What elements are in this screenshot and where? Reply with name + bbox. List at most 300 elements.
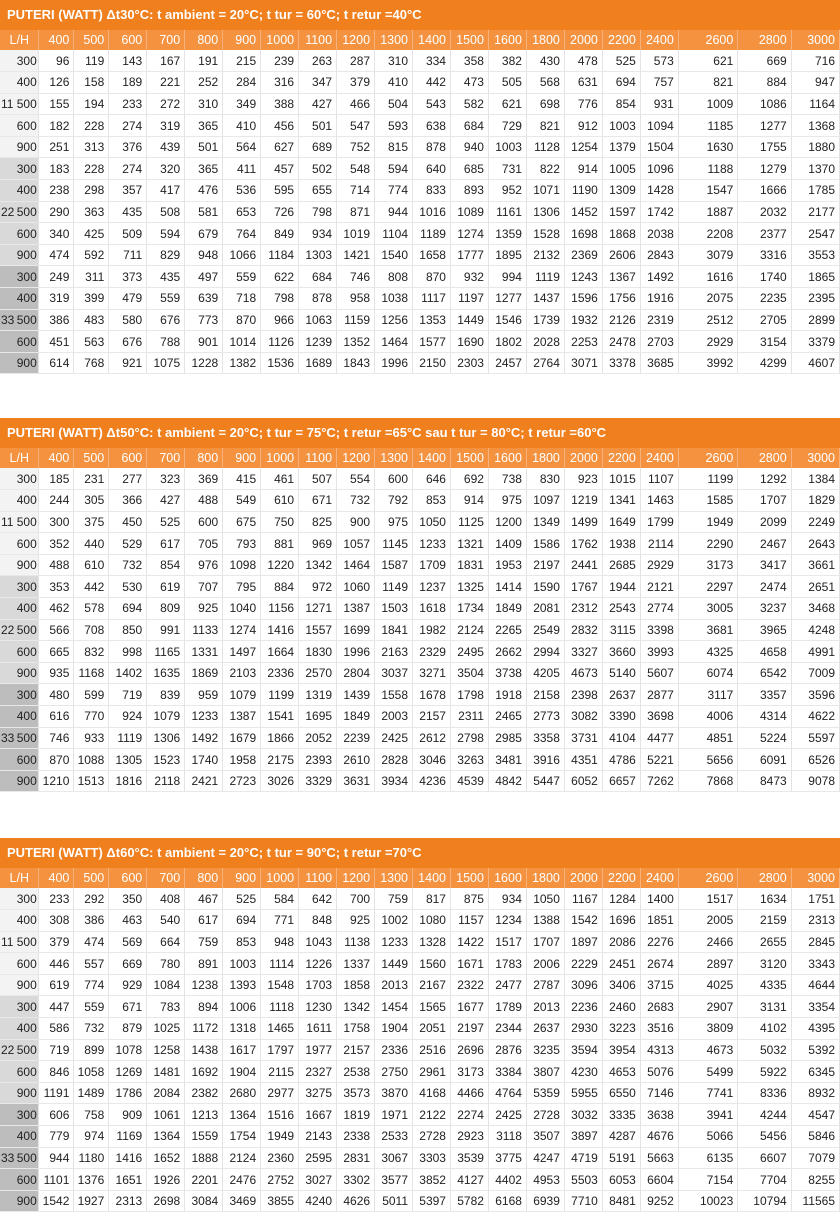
length-column-header: 1500 <box>450 30 488 50</box>
power-value-cell: 411 <box>223 158 261 180</box>
power-value-cell: 689 <box>299 136 337 158</box>
height-label: 400 <box>16 913 37 928</box>
power-value-cell: 685 <box>450 158 488 180</box>
power-value-cell: 1666 <box>738 180 791 202</box>
height-cell <box>0 180 39 202</box>
power-value-cell: 669 <box>738 50 791 72</box>
table-row <box>0 727 840 749</box>
power-value-cell: 5499 <box>678 1061 738 1083</box>
header-row <box>0 30 840 50</box>
power-value-cell: 182 <box>39 115 74 137</box>
power-value-cell: 1927 <box>74 1190 109 1212</box>
power-value-cell: 1888 <box>185 1147 223 1169</box>
power-value-cell: 599 <box>74 684 109 706</box>
height-label: 400 <box>16 75 37 90</box>
power-value-cell: 1133 <box>185 619 223 641</box>
power-value-cell: 1387 <box>223 706 261 728</box>
power-value-cell: 4539 <box>450 770 488 792</box>
power-value-cell: 5607 <box>640 662 678 684</box>
height-label: 600 <box>16 536 37 551</box>
power-value-cell: 386 <box>74 910 109 932</box>
power-value-cell: 4335 <box>738 974 791 996</box>
power-value-cell: 3507 <box>526 1126 564 1148</box>
power-value-cell: 1938 <box>602 533 640 555</box>
length-column-header: 2800 <box>738 868 791 888</box>
power-value-cell: 310 <box>375 50 413 72</box>
table-row <box>0 554 840 576</box>
power-value-cell: 373 <box>109 266 147 288</box>
power-value-cell: 1025 <box>147 1018 185 1040</box>
power-value-cell: 1756 <box>602 288 640 310</box>
power-value-cell: 1145 <box>375 533 413 555</box>
power-value-cell: 4673 <box>564 662 602 684</box>
power-value-cell: 1797 <box>261 1039 299 1061</box>
power-value-cell: 1996 <box>375 352 413 374</box>
height-cell <box>0 201 39 223</box>
power-value-cell: 447 <box>39 996 74 1018</box>
power-value-cell: 759 <box>375 888 413 910</box>
power-value-cell: 694 <box>109 598 147 620</box>
power-value-cell: 8473 <box>738 770 791 792</box>
power-value-cell: 5922 <box>738 1061 791 1083</box>
power-value-cell: 7710 <box>564 1190 602 1212</box>
power-value-cell: 5663 <box>640 1147 678 1169</box>
power-value-cell: 1437 <box>526 288 564 310</box>
power-value-cell: 4653 <box>602 1061 640 1083</box>
power-value-cell: 340 <box>39 223 74 245</box>
power-value-cell: 3120 <box>738 953 791 975</box>
length-column-header: 1400 <box>413 448 451 468</box>
height-cell <box>0 931 39 953</box>
power-value-cell: 684 <box>450 115 488 137</box>
power-value-cell: 1071 <box>526 180 564 202</box>
table-row <box>0 468 840 490</box>
power-value-cell: 1452 <box>564 201 602 223</box>
power-value-cell: 1678 <box>413 684 451 706</box>
power-value-cell: 4244 <box>738 1104 791 1126</box>
power-value-cell: 944 <box>375 201 413 223</box>
power-value-cell: 2466 <box>678 931 738 953</box>
power-value-cell: 7146 <box>640 1082 678 1104</box>
height-cell <box>0 1147 39 1169</box>
power-value-cell: 4248 <box>791 619 839 641</box>
power-value-cell: 616 <box>39 706 74 728</box>
power-value-cell: 779 <box>39 1126 74 1148</box>
power-value-cell: 1699 <box>337 619 375 641</box>
power-value-cell: 3131 <box>738 996 791 1018</box>
power-value-cell: 363 <box>74 201 109 223</box>
power-value-cell: 3553 <box>791 244 839 266</box>
power-value-cell: 653 <box>223 201 261 223</box>
power-value-cell: 2319 <box>640 309 678 331</box>
height-label: 300 <box>16 471 37 486</box>
power-value-cell: 2167 <box>413 974 451 996</box>
power-value-cell: 4325 <box>678 641 738 663</box>
power-value-cell: 1635 <box>147 662 185 684</box>
power-value-cell: 408 <box>147 888 185 910</box>
power-value-cell: 349 <box>223 93 261 115</box>
power-value-cell: 1696 <box>602 910 640 932</box>
power-value-cell: 1546 <box>488 309 526 331</box>
power-value-cell: 1481 <box>147 1061 185 1083</box>
power-value-cell: 1849 <box>337 706 375 728</box>
power-value-cell: 274 <box>109 115 147 137</box>
power-value-cell: 758 <box>74 1104 109 1126</box>
power-value-cell: 3481 <box>488 749 526 771</box>
power-value-cell: 929 <box>109 974 147 996</box>
height-cell <box>0 554 39 576</box>
power-value-cell: 1384 <box>791 468 839 490</box>
power-value-cell: 1066 <box>223 244 261 266</box>
power-value-cell: 463 <box>109 910 147 932</box>
power-value-cell: 1188 <box>678 158 738 180</box>
power-value-cell: 2750 <box>375 1061 413 1083</box>
length-column-header: 1100 <box>299 30 337 50</box>
power-value-cell: 1783 <box>488 953 526 975</box>
height-cell <box>0 598 39 620</box>
table-row <box>0 223 840 245</box>
power-value-cell: 1492 <box>185 727 223 749</box>
power-value-cell: 3117 <box>678 684 738 706</box>
power-value-cell: 969 <box>299 533 337 555</box>
power-value-cell: 684 <box>299 266 337 288</box>
power-value-cell: 1707 <box>526 931 564 953</box>
power-value-cell: 4786 <box>602 749 640 771</box>
power-value-cell: 3855 <box>261 1190 299 1212</box>
power-value-cell: 7009 <box>791 662 839 684</box>
power-value-cell: 1089 <box>450 201 488 223</box>
power-value-cell: 718 <box>223 288 261 310</box>
radiator-type-label: 22 <box>1 204 15 219</box>
power-value-cell: 4644 <box>791 974 839 996</box>
power-value-cell: 509 <box>109 223 147 245</box>
power-value-cell: 3316 <box>738 244 791 266</box>
power-value-cell: 1904 <box>223 1061 261 1083</box>
power-value-cell: 2313 <box>109 1190 147 1212</box>
power-value-cell: 305 <box>74 490 109 512</box>
power-value-cell: 2013 <box>375 974 413 996</box>
height-cell <box>0 996 39 1018</box>
power-value-cell: 2478 <box>602 331 640 353</box>
power-value-cell: 6053 <box>602 1169 640 1191</box>
power-value-cell: 2336 <box>261 662 299 684</box>
power-value-cell: 310 <box>185 93 223 115</box>
power-value-cell: 793 <box>223 533 261 555</box>
power-value-cell: 1497 <box>223 641 261 663</box>
table-row <box>0 244 840 266</box>
power-value-cell: 582 <box>450 93 488 115</box>
power-value-cell: 1798 <box>450 684 488 706</box>
power-value-cell: 8481 <box>602 1190 640 1212</box>
power-value-cell: 2103 <box>223 662 261 684</box>
power-value-cell: 1649 <box>602 511 640 533</box>
power-value-cell: 334 <box>413 50 451 72</box>
power-value-cell: 780 <box>147 953 185 975</box>
power-value-cell: 1587 <box>375 554 413 576</box>
power-value-cell: 3358 <box>526 727 564 749</box>
power-value-cell: 3775 <box>488 1147 526 1169</box>
power-value-cell: 900 <box>337 511 375 533</box>
power-value-cell: 1086 <box>738 93 791 115</box>
power-value-cell: 2303 <box>450 352 488 374</box>
power-value-cell: 1690 <box>450 331 488 353</box>
power-value-cell: 1586 <box>526 533 564 555</box>
length-column-header: 1300 <box>375 868 413 888</box>
power-value-cell: 610 <box>74 554 109 576</box>
power-value-cell: 694 <box>602 72 640 94</box>
table-row <box>0 931 840 953</box>
power-value-cell: 711 <box>109 244 147 266</box>
power-value-cell: 671 <box>299 490 337 512</box>
power-value-cell: 664 <box>147 931 185 953</box>
power-value-cell: 1019 <box>337 223 375 245</box>
power-value-cell: 3263 <box>450 749 488 771</box>
power-value-cell: 732 <box>109 554 147 576</box>
power-value-cell: 2683 <box>640 996 678 1018</box>
power-value-cell: 2843 <box>640 244 678 266</box>
power-value-cell: 191 <box>185 50 223 72</box>
table-title: PUTERI (WATT) Δt60°C: t ambient = 20°C; t tur = 90°C; t retur =70°C <box>0 838 840 868</box>
table-row <box>0 331 840 353</box>
power-value-cell: 878 <box>299 288 337 310</box>
power-value-cell: 3384 <box>488 1061 526 1083</box>
radiator-type-label: 33 <box>1 312 15 327</box>
power-value-cell: 320 <box>147 158 185 180</box>
power-value-cell: 3302 <box>337 1169 375 1191</box>
power-value-cell: 2977 <box>261 1082 299 1104</box>
power-value-cell: 2177 <box>791 201 839 223</box>
power-value-cell: 2570 <box>299 662 337 684</box>
power-value-cell: 1689 <box>299 352 337 374</box>
height-cell <box>0 1190 39 1212</box>
power-value-cell: 2006 <box>526 953 564 975</box>
power-value-cell: 1277 <box>488 288 526 310</box>
power-value-cell: 593 <box>375 115 413 137</box>
power-value-cell: 5447 <box>526 770 564 792</box>
power-value-cell: 783 <box>147 996 185 1018</box>
power-value-cell: 1547 <box>678 180 738 202</box>
power-value-cell: 1199 <box>261 684 299 706</box>
power-value-cell: 1078 <box>109 1039 147 1061</box>
power-value-cell: 442 <box>74 576 109 598</box>
length-column-header: 1300 <box>375 30 413 50</box>
power-value-cell: 1233 <box>375 931 413 953</box>
power-value-cell: 4395 <box>791 1018 839 1040</box>
power-value-cell: 4168 <box>413 1082 451 1104</box>
power-value-cell: 427 <box>299 93 337 115</box>
power-value-cell: 3115 <box>602 619 640 641</box>
power-value-cell: 507 <box>299 468 337 490</box>
power-value-cell: 832 <box>74 641 109 663</box>
power-value-cell: 1465 <box>261 1018 299 1040</box>
power-value-cell: 2787 <box>526 974 564 996</box>
length-column-header: 1000 <box>261 30 299 50</box>
length-column-header: 2200 <box>602 30 640 50</box>
height-cell <box>0 490 39 512</box>
power-value-cell: 2377 <box>738 223 791 245</box>
length-column-header: 1200 <box>337 448 375 468</box>
height-label: 600 <box>16 1172 37 1187</box>
power-value-cell: 849 <box>261 223 299 245</box>
length-column-header: 2800 <box>738 448 791 468</box>
power-value-cell: 1104 <box>375 223 413 245</box>
power-value-cell: 2051 <box>413 1018 451 1040</box>
power-value-cell: 3406 <box>602 974 640 996</box>
length-column-header: 3000 <box>791 868 839 888</box>
power-value-cell: 854 <box>147 554 185 576</box>
power-value-cell: 263 <box>299 50 337 72</box>
power-value-cell: 1165 <box>147 641 185 663</box>
power-value-cell: 559 <box>74 996 109 1018</box>
height-cell <box>0 352 39 374</box>
power-value-cell: 6345 <box>791 1061 839 1083</box>
power-value-cell: 3027 <box>299 1169 337 1191</box>
power-value-cell: 4102 <box>738 1018 791 1040</box>
power-value-cell: 972 <box>299 576 337 598</box>
power-value-cell: 10794 <box>738 1190 791 1212</box>
length-column-header: 1600 <box>488 868 526 888</box>
power-value-cell: 3661 <box>791 554 839 576</box>
power-value-cell: 757 <box>640 72 678 94</box>
power-value-cell: 2229 <box>564 953 602 975</box>
height-label: 300 <box>16 1107 37 1122</box>
power-value-cell: 238 <box>39 180 74 202</box>
power-value-cell: 592 <box>74 244 109 266</box>
power-value-cell: 1388 <box>526 910 564 932</box>
power-value-cell: 2929 <box>678 331 738 353</box>
height-label: 400 <box>16 183 37 198</box>
power-value-cell: 914 <box>450 490 488 512</box>
power-value-cell: 1454 <box>375 996 413 1018</box>
height-cell <box>0 1104 39 1126</box>
power-value-cell: 215 <box>223 50 261 72</box>
power-value-cell: 559 <box>223 266 261 288</box>
power-value-cell: 3173 <box>450 1061 488 1083</box>
power-value-cell: 975 <box>488 490 526 512</box>
power-value-cell: 244 <box>39 490 74 512</box>
power-value-cell: 1944 <box>602 576 640 598</box>
power-value-cell: 6168 <box>488 1190 526 1212</box>
power-value-cell: 1191 <box>39 1082 74 1104</box>
power-value-cell: 529 <box>109 533 147 555</box>
power-value-cell: 1238 <box>185 974 223 996</box>
power-value-cell: 2441 <box>564 554 602 576</box>
power-value-cell: 1438 <box>185 1039 223 1061</box>
power-value-cell: 1303 <box>299 244 337 266</box>
table-row <box>0 910 840 932</box>
power-value-cell: 3965 <box>738 619 791 641</box>
table-row <box>0 1061 840 1083</box>
power-value-cell: 547 <box>337 115 375 137</box>
power-value-cell: 3173 <box>678 554 738 576</box>
power-value-cell: 2329 <box>413 641 451 663</box>
power-value-cell: 1080 <box>413 910 451 932</box>
power-value-cell: 2764 <box>526 352 564 374</box>
table-row <box>0 770 840 792</box>
power-value-cell: 7262 <box>640 770 678 792</box>
length-column-header: 2000 <box>564 448 602 468</box>
power-value-cell: 829 <box>147 244 185 266</box>
power-value-cell: 5846 <box>791 1126 839 1148</box>
height-cell <box>0 974 39 996</box>
power-value-cell: 642 <box>299 888 337 910</box>
power-value-cell: 3032 <box>564 1104 602 1126</box>
power-value-cell: 2115 <box>261 1061 299 1083</box>
power-value-cell: 311 <box>74 266 109 288</box>
power-value-cell: 4314 <box>738 706 791 728</box>
power-table <box>0 30 840 374</box>
power-value-cell: 2236 <box>564 996 602 1018</box>
height-cell <box>0 1018 39 1040</box>
power-value-cell: 622 <box>261 266 299 288</box>
power-value-cell: 525 <box>602 50 640 72</box>
height-label: 500 <box>16 730 37 745</box>
power-value-cell: 379 <box>39 931 74 953</box>
power-value-cell: 4104 <box>602 727 640 749</box>
power-value-cell: 480 <box>39 684 74 706</box>
power-value-cell: 921 <box>109 352 147 374</box>
height-label: 900 <box>16 978 37 993</box>
height-label: 400 <box>16 709 37 724</box>
length-column-header: 2200 <box>602 448 640 468</box>
table-row <box>0 974 840 996</box>
height-label: 500 <box>16 204 37 219</box>
power-value-cell: 3941 <box>678 1104 738 1126</box>
power-value-cell: 5224 <box>738 727 791 749</box>
power-value-cell: 932 <box>450 266 488 288</box>
power-value-cell: 1107 <box>640 468 678 490</box>
power-value-cell: 1703 <box>299 974 337 996</box>
power-value-cell: 676 <box>109 331 147 353</box>
power-value-cell: 439 <box>147 136 185 158</box>
power-value-cell: 3596 <box>791 684 839 706</box>
power-value-cell: 1185 <box>678 115 738 137</box>
height-label: 500 <box>16 514 37 529</box>
power-value-cell: 313 <box>74 136 109 158</box>
power-value-cell: 1393 <box>223 974 261 996</box>
power-value-cell: 1003 <box>602 115 640 137</box>
power-value-cell: 738 <box>488 468 526 490</box>
power-value-cell: 700 <box>337 888 375 910</box>
power-value-cell: 1138 <box>337 931 375 953</box>
power-value-cell: 3327 <box>564 641 602 663</box>
length-column-header: 800 <box>185 30 223 50</box>
power-value-cell: 1213 <box>185 1104 223 1126</box>
power-value-cell: 1611 <box>299 1018 337 1040</box>
power-value-cell: 425 <box>74 223 109 245</box>
power-value-cell: 1548 <box>261 974 299 996</box>
length-column-header: 1000 <box>261 448 299 468</box>
power-value-cell: 8336 <box>738 1082 791 1104</box>
height-cell <box>0 1126 39 1148</box>
length-column-header: 600 <box>109 868 147 888</box>
power-value-cell: 3807 <box>526 1061 564 1083</box>
power-value-cell: 252 <box>185 72 223 94</box>
height-cell <box>0 770 39 792</box>
table-row <box>0 684 840 706</box>
power-value-cell: 189 <box>109 72 147 94</box>
power-value-cell: 2612 <box>413 727 451 749</box>
power-value-cell: 2360 <box>261 1147 299 1169</box>
power-table-dt60 <box>0 838 840 1212</box>
table-row <box>0 533 840 555</box>
power-value-cell: 6074 <box>678 662 738 684</box>
power-value-cell: 316 <box>261 72 299 94</box>
power-value-cell: 1513 <box>74 770 109 792</box>
power-value-cell: 586 <box>39 1018 74 1040</box>
height-label: 300 <box>16 687 37 702</box>
power-value-cell: 2311 <box>450 706 488 728</box>
